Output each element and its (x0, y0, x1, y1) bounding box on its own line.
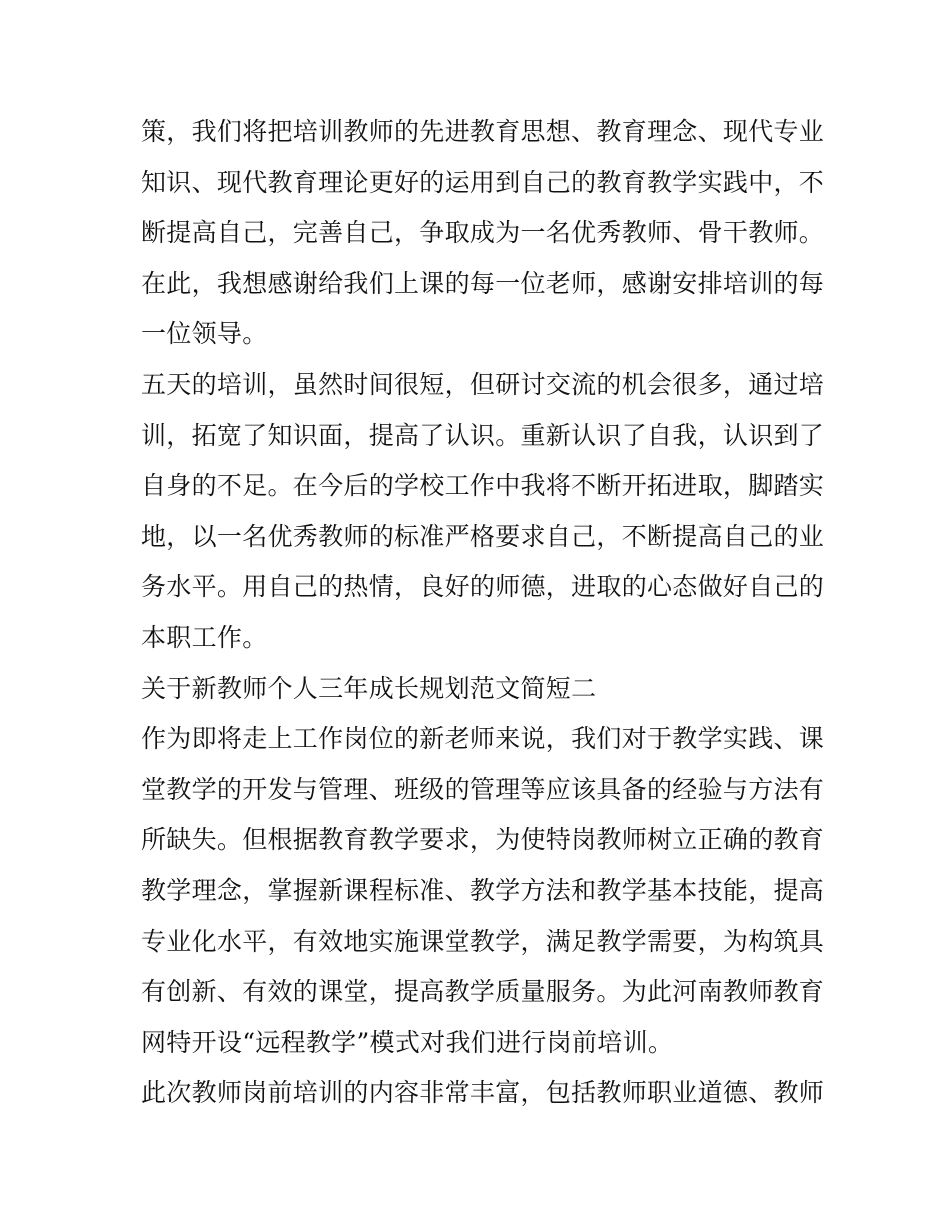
document-body (141, 107, 825, 1119)
text-line: 网特开设“远程教学”模式对我们进行岗前培训。 (141, 1027, 674, 1057)
section-heading: 关于新教师个人三年成长规划范文简短二 (141, 673, 597, 703)
text-line: 训，拓宽了知识面，提高了认识。重新认识了自我，认识到了 (141, 420, 825, 450)
text-line: 地，以一名优秀教师的标准严格要求自己，不断提高自己的业 (141, 521, 825, 551)
text-line: 知识、现代教育理论更好的运用到自己的教育教学实践中，不 (141, 167, 825, 197)
text-line: 此次教师岗前培训的内容非常丰富，包括教师职业道德、教师 (141, 1078, 825, 1108)
text-line: 作为即将走上工作岗位的新老师来说，我们对于教学实践、课 (141, 724, 825, 754)
text-line: 所缺失。但根据教育教学要求，为使特岗教师树立正确的教育 (141, 825, 825, 855)
text-line: 自身的不足。在今后的学校工作中我将不断开拓进取，脚踏实 (141, 471, 825, 501)
text-line: 有创新、有效的课堂，提高教学质量服务。为此河南教师教育 (141, 977, 825, 1007)
text-line: 专业化水平，有效地实施课堂教学，满足教学需要，为构筑具 (141, 926, 825, 956)
text-line: 五天的培训，虽然时间很短，但研讨交流的机会很多，通过培 (141, 369, 825, 399)
text-line: 断提高自己，完善自己，争取成为一名优秀教师、骨干教师。 (141, 218, 825, 248)
text-line: 一位领导。 (141, 319, 268, 349)
text-line: 教学理念，掌握新课程标准、教学方法和教学基本技能，提高 (141, 875, 825, 905)
text-line: 堂教学的开发与管理、班级的管理等应该具备的经验与方法有 (141, 774, 825, 804)
text-line: 本职工作。 (141, 622, 268, 652)
text-line: 务水平。用自己的热情，良好的师德，进取的心态做好自己的 (141, 572, 825, 602)
text-line: 在此，我想感谢给我们上课的每一位老师，感谢安排培训的每 (141, 268, 825, 298)
text-line: 策，我们将把培训教师的先进教育思想、教育理念、现代专业 (141, 117, 825, 146)
